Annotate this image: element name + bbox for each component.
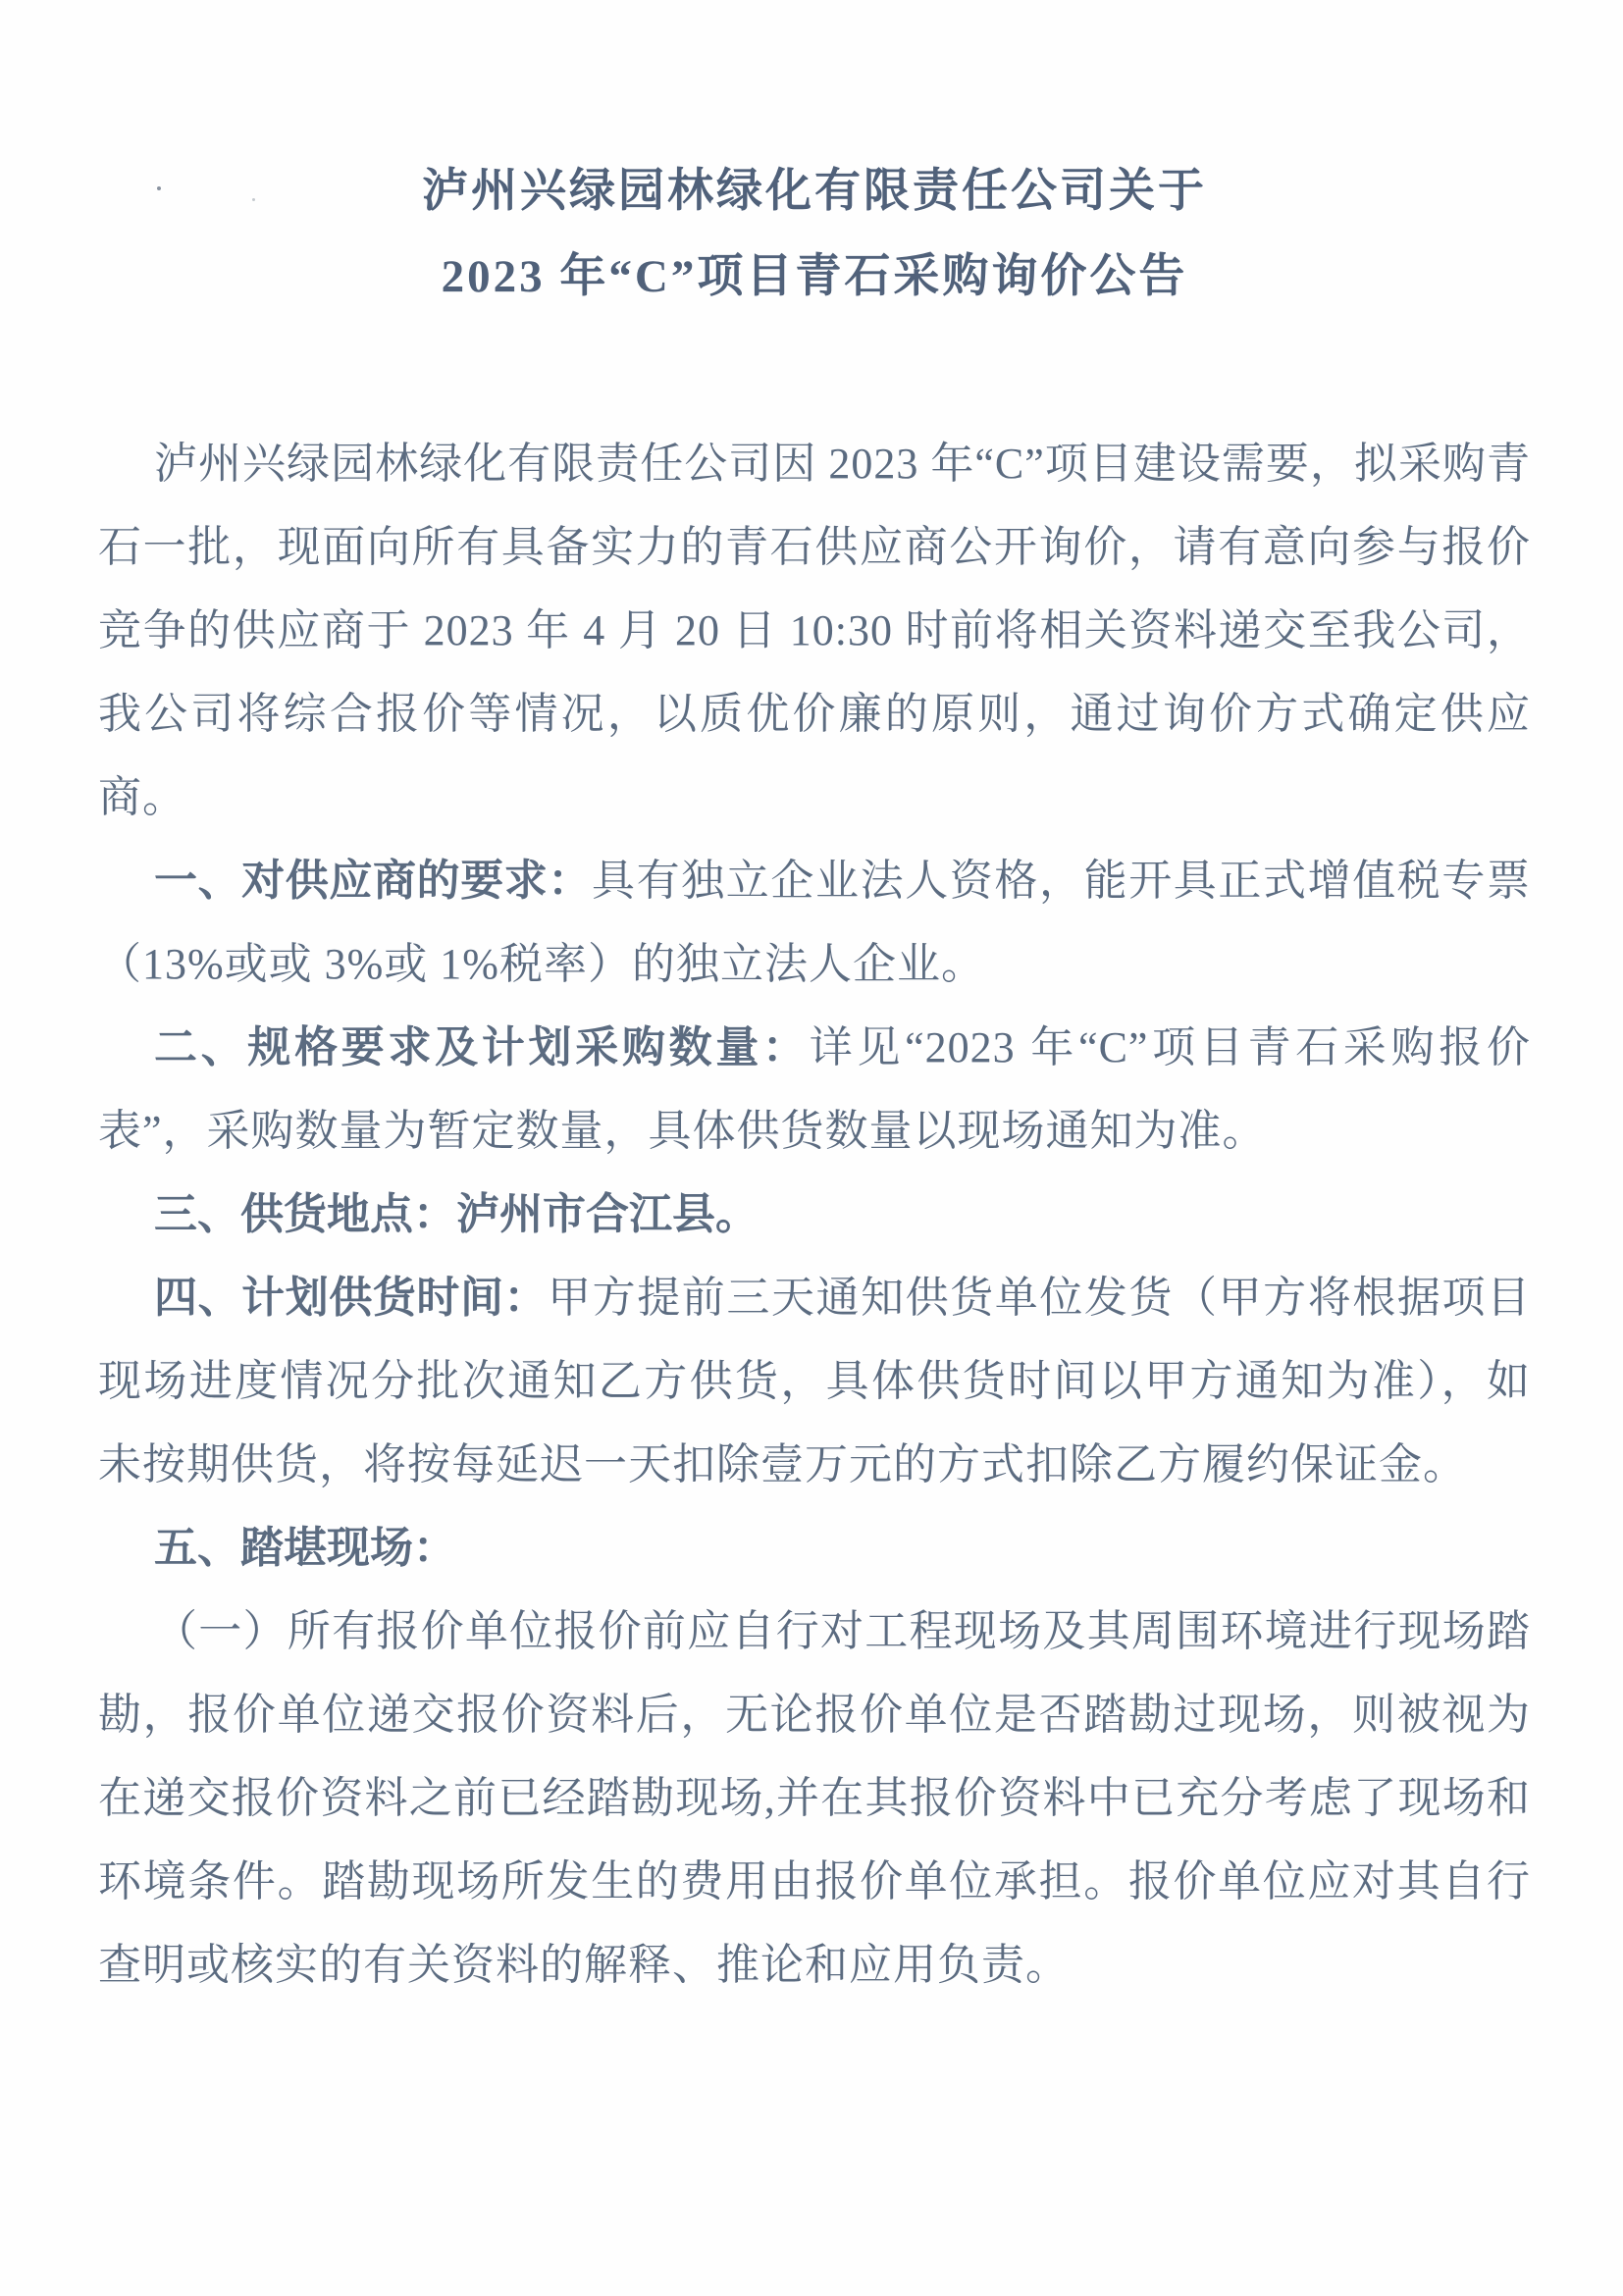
section-site-survey — [98, 1506, 1531, 1590]
site-survey-clause-1-text: （一）所有报价单位报价前应自行对工程现场及其周围环境进行现场踏勘，报价单位递交报价资料后，无论报价单位是否踏勘过现场，则被视为在递交报价资料之前已经踏勘现场,并在其报价资料中已充分考虑了现场和环境条件。踏勘现场所发生的费用由报价单位承担。报价单位应对其自行查明或核实的有关资料的解释、推论和应用负责。 — [98, 1607, 1531, 1989]
document-body — [98, 422, 1531, 2007]
page-title — [98, 149, 1531, 320]
site-survey-clause-1 — [98, 1590, 1531, 2007]
page-title-line-1: 泸州兴绿园林绿化有限责任公司关于 — [422, 166, 1207, 217]
document-content — [98, 149, 1531, 2007]
section-4-text: 甲方提前三天通知供货单位发货（甲方将根据项目现场进度情况分批次通知乙方供货，具体供货时间以甲方通知为准），如未按期供货，将按每延迟一天扣除壹万元的方式扣除乙方履约保证金。 — [98, 1274, 1532, 1488]
intro-paragraph — [98, 422, 1531, 839]
section-spec-quantity — [98, 1006, 1531, 1173]
section-1-text: 具有独立企业法人资格，能开具正式增值税专票（13%或或 3%或 1%税率）的独立法人企业。 — [98, 857, 1531, 988]
section-supplier-requirements — [98, 839, 1531, 1006]
section-1-heading: 一、对供应商的要求： — [154, 857, 592, 905]
section-3-heading: 三、供货地点：泸州市合江县。 — [154, 1190, 759, 1238]
section-2-text: 详见“2023 年“C”项目青石采购报价表”，采购数量为暂定数量，具体供货数量以现场通知为准。 — [98, 1023, 1532, 1155]
section-delivery-time — [98, 1256, 1531, 1506]
section-delivery-location — [98, 1173, 1531, 1256]
section-5-heading: 五、踏堪现场： — [154, 1524, 456, 1572]
page-title-line-2: 2023 年“C”项目青石采购询价公告 — [441, 251, 1188, 302]
section-2-heading: 二、规格要求及计划采购数量： — [154, 1023, 810, 1071]
intro-paragraph-text: 泸州兴绿园林绿化有限责任公司因 2023 年“C”项目建设需要，拟采购青石一批，现面向所有具备实力的青石供应商公开询价，请有意向参与报价竞争的供应商于 2023 年 4 月 20 日 10:30 时前将相关资料递交至我公司，我公司将综合报价等情况，以质优价廉的原则，通过询价方式确定供应商。 — [98, 440, 1531, 821]
section-4-heading: 四、计划供货时间： — [154, 1274, 549, 1322]
